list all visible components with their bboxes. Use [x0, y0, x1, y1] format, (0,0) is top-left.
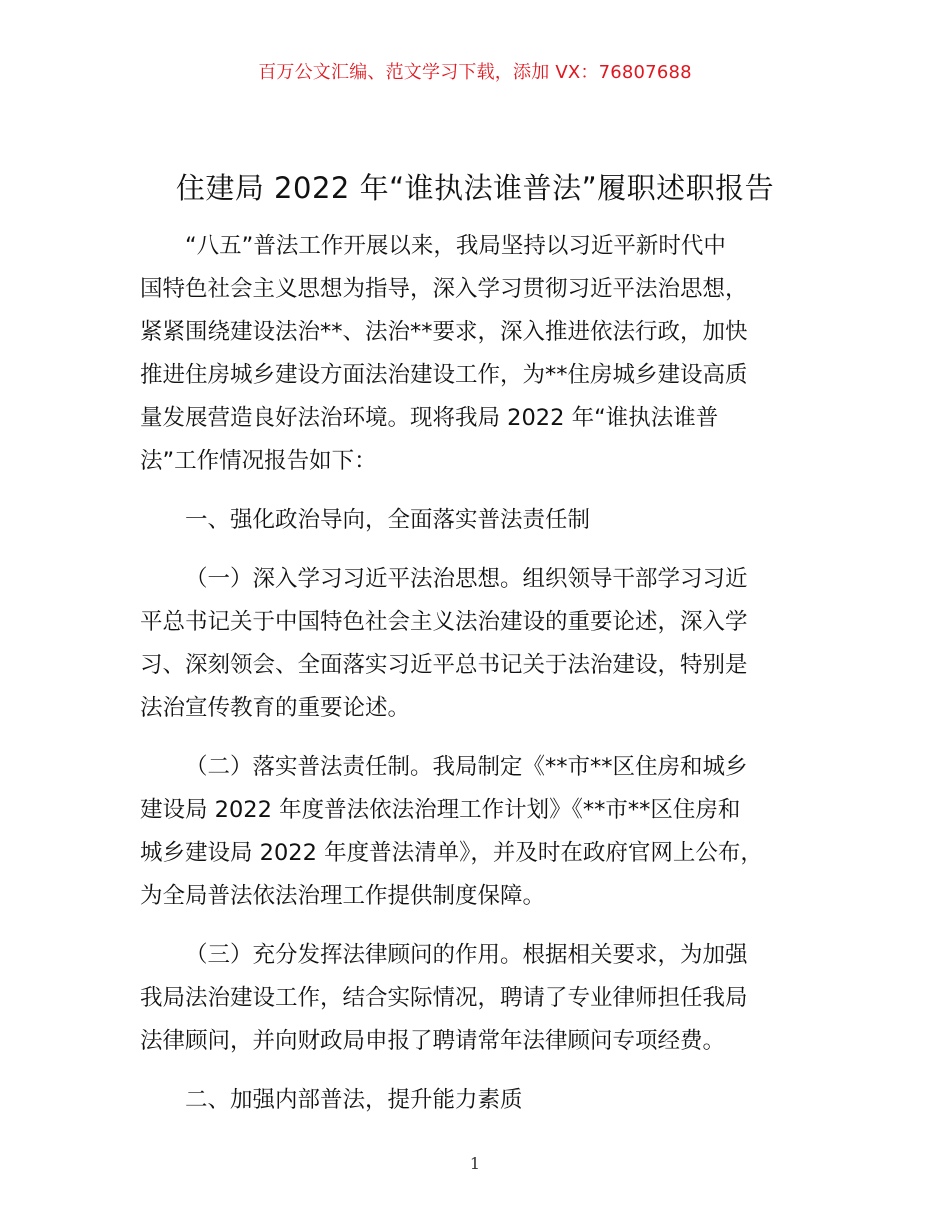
heading-line: 二、加强内部普法，提升能力素质: [185, 1087, 523, 1113]
text-line: 国特色社会主义思想为指导，深入学习贯彻习近平法治思想，: [140, 276, 748, 302]
text-line: 为全局普法依法治理工作提供制度保障。: [140, 883, 546, 909]
text-line: （一）深入学习习近平法治思想。组织领导干部学习习近: [185, 566, 748, 592]
paragraph-s1p3: [140, 934, 840, 1063]
text-line: 量发展营造良好法治环境。现将我局 2022 年“谁执法谁普: [140, 405, 719, 431]
document-title: 住建局 2022 年“谁执法谁普法”履职述职报告: [175, 171, 775, 205]
watermark-header: 百万公文汇编、范文学习下载，添加 VX：76807688: [258, 62, 692, 83]
text-line: 习、深刻领会、全面落实习近平总书记关于法治建设，特别是: [140, 652, 748, 678]
paragraph-s1p2: [140, 746, 840, 918]
text-line: 紧紧围绕建设法治**、法治**要求，深入推进依法行政，加快: [140, 319, 748, 345]
text-line: 推进住房城乡建设方面法治建设工作，为**住房城乡建设高质: [140, 362, 748, 388]
document-body: [140, 225, 840, 1122]
text-line: 平总书记关于中国特色社会主义法治建设的重要论述，深入学: [140, 609, 748, 635]
heading-line: 一、强化政治导向，全面落实普法责任制: [185, 507, 591, 533]
paragraph-s1p1: [140, 558, 840, 730]
text-line: （三）充分发挥法律顾问的作用。根据相关要求，为加强: [185, 942, 748, 968]
page-number: 1: [469, 1154, 481, 1173]
text-line: 建设局 2022 年度普法依法治理工作计划》《**市**区住房和: [140, 797, 741, 823]
text-line: 法律顾问，并向财政局申报了聘请常年法律顾问专项经费。: [140, 1028, 726, 1054]
section-heading-1: [140, 499, 840, 542]
text-line: 法治宣传教育的重要论述。: [140, 695, 411, 721]
text-line: （二）落实普法责任制。我局制定《**市**区住房和城乡: [185, 754, 748, 780]
text-line: 城乡建设局 2022 年度普法清单》，并及时在政府官网上公布，: [140, 840, 763, 866]
text-line: 法”工作情况报告如下：: [140, 448, 377, 474]
text-line: “八五”普法工作开展以来，我局坚持以习近平新时代中: [185, 233, 726, 259]
section-heading-2: [140, 1079, 840, 1122]
paragraph-intro: [140, 225, 840, 483]
text-line: 我局法治建设工作，结合实际情况，聘请了专业律师担任我局: [140, 985, 748, 1011]
